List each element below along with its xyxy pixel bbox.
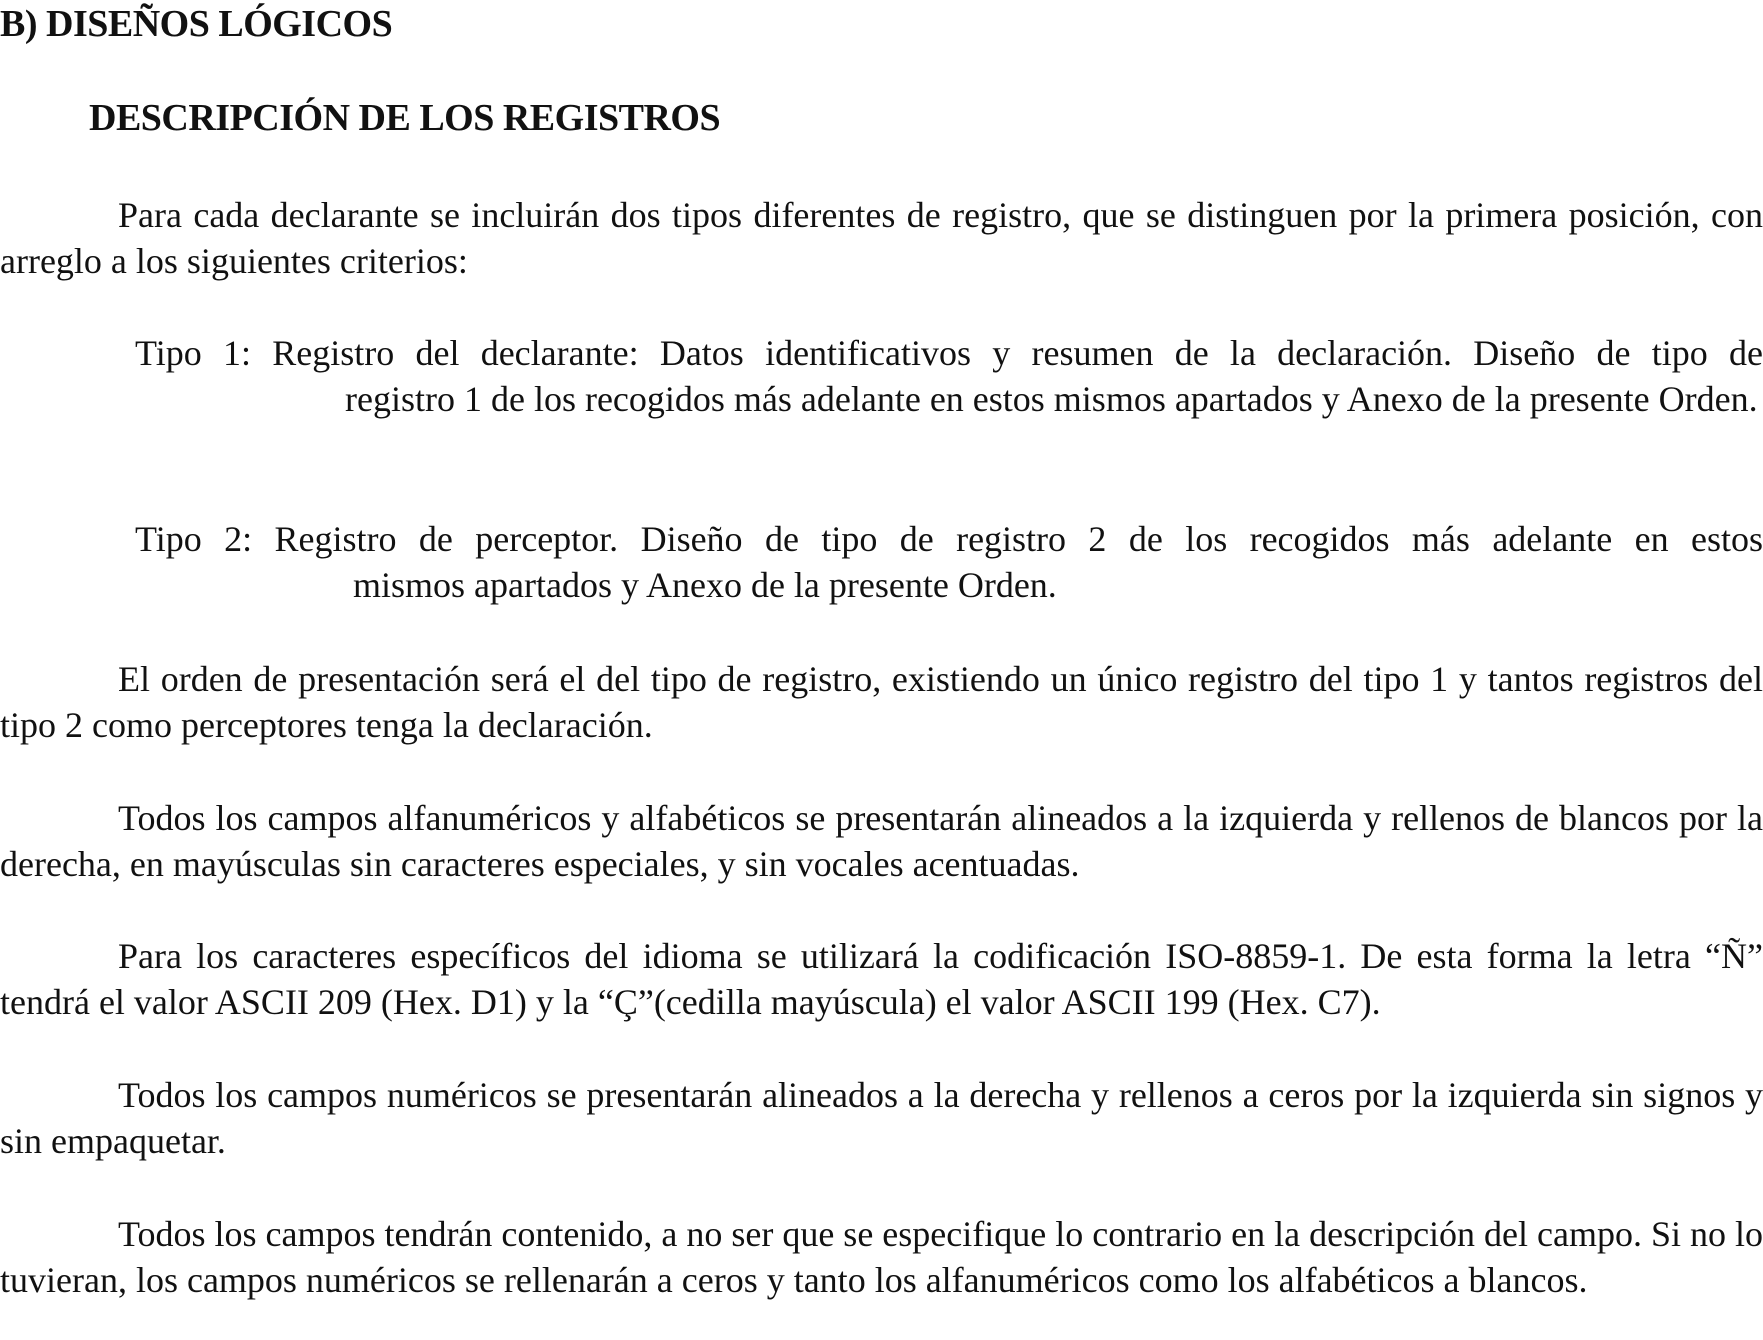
tipo-1-item [135, 330, 1763, 422]
tipo-1-continuation: registro 1 de los recogidos más adelante en estos mismos apartados y Anexo de la presente Orden. [345, 379, 1758, 419]
tipo-2-item [135, 516, 1763, 608]
tipo-1-first-line: Tipo 1: Registro del declarante: Datos identificativos y resumen de la declaración. Diseño de tipo de [135, 333, 1763, 373]
orden-paragraph: El orden de presentación será el del tipo de registro, existiendo un único registro del tipo 1 y tantos registros del tipo 2 como perceptores tenga la declaración. [0, 659, 1763, 745]
section-title: B) DISEÑOS LÓGICOS [0, 3, 393, 45]
intro-paragraph: Para cada declarante se incluirán dos tipos diferentes de registro, que se distinguen por la primera posición, con arreglo a los siguientes criterios: [0, 195, 1763, 281]
subsection-title: DESCRIPCIÓN DE LOS REGISTROS [89, 97, 721, 139]
contenido-paragraph: Todos los campos tendrán contenido, a no ser que se especifique lo contrario en la descripción del campo. Si no lo tuvieran, los campos numéricos se rellenarán a ceros y tanto los alfanuméricos como los alfabéticos a blancos. [0, 1214, 1763, 1300]
alfanumericos-paragraph: Todos los campos alfanuméricos y alfabéticos se presentarán alineados a la izquierda y rellenos de blancos por la derecha, en mayúsculas sin caracteres especiales, y sin vocales acentuadas. [0, 798, 1763, 884]
tipo-2-continuation: mismos apartados y Anexo de la presente Orden. [353, 565, 1057, 605]
numericos-paragraph: Todos los campos numéricos se presentarán alineados a la derecha y rellenos a ceros por la izquierda sin signos y sin empaquetar. [0, 1075, 1763, 1161]
iso-encoding-paragraph: Para los caracteres específicos del idioma se utilizará la codificación ISO-8859-1. De esta forma la letra “Ñ” tendrá el valor ASCII 209 (Hex. D1) y la “Ç”(cedilla mayúscula) el valor ASCII 199 (Hex. C7). [0, 936, 1763, 1022]
tipo-2-first-line: Tipo 2: Registro de perceptor. Diseño de tipo de registro 2 de los recogidos más adelante en estos [135, 519, 1763, 559]
